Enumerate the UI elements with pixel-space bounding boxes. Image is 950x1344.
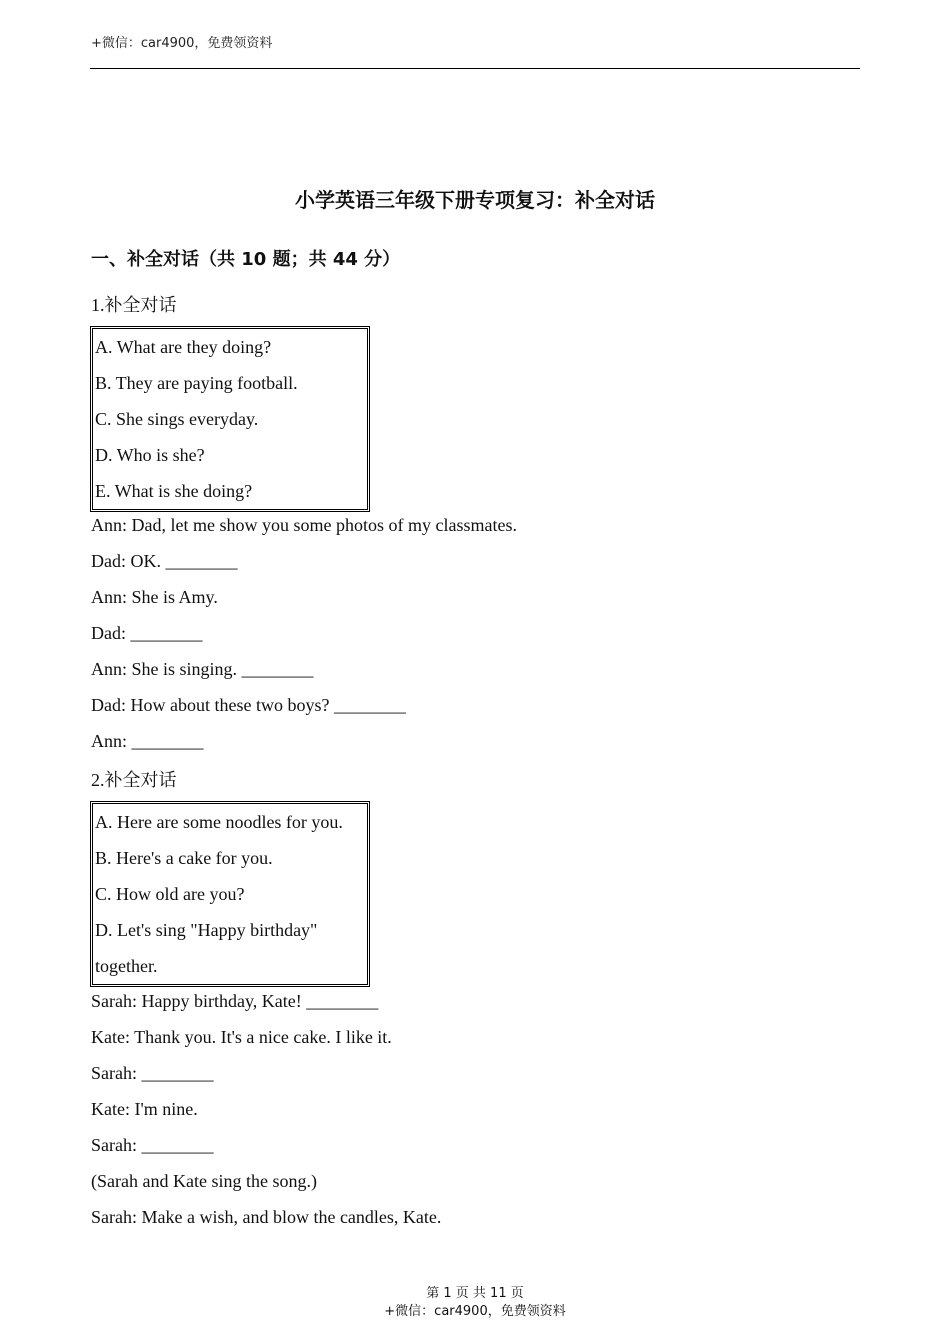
question-1-options-box: [90, 326, 370, 512]
question-2-option-a: A. Here are some noodles for you.: [95, 812, 343, 832]
question-2-option-d-continued: together.: [95, 956, 158, 976]
question-1-dialogue-line-3: Ann: She is Amy.: [91, 587, 218, 607]
page-title: 小学英语三年级下册专项复习：补全对话: [295, 188, 655, 212]
question-1-dialogue-line-7: Ann: ________: [91, 731, 204, 751]
question-1-dialogue-line-6: Dad: How about these two boys? ________: [91, 695, 406, 715]
question-1-dialogue-line-5: Ann: She is singing. ________: [91, 659, 314, 679]
question-2-dialogue-line-5: Sarah: ________: [91, 1135, 214, 1155]
question-1-option-c: C. She sings everyday.: [95, 409, 259, 429]
question-1-option-d: D. Who is she?: [95, 445, 205, 465]
question-1-label: 1.补全对话: [91, 295, 177, 315]
question-1-option-e: E. What is she doing?: [95, 481, 253, 501]
header-divider: [90, 68, 860, 69]
question-2-dialogue-line-1: Sarah: Happy birthday, Kate! ________: [91, 991, 379, 1011]
question-2-options-box: [90, 801, 370, 987]
question-2-dialogue-line-7: Sarah: Make a wish, and blow the candles, Kate.: [91, 1207, 442, 1227]
question-2-option-d: D. Let's sing "Happy birthday": [95, 920, 318, 940]
question-1-dialogue-line-2: Dad: OK. ________: [91, 551, 238, 571]
question-2-dialogue-line-2: Kate: Thank you. It's a nice cake. I like it.: [91, 1027, 392, 1047]
question-2-label: 2.补全对话: [91, 770, 177, 790]
question-2-option-b: B. Here's a cake for you.: [95, 848, 273, 868]
question-2-dialogue-line-3: Sarah: ________: [91, 1063, 214, 1083]
question-1-option-a: A. What are they doing?: [95, 337, 272, 357]
section-title: 一、补全对话（共 10 题；共 44 分）: [91, 249, 401, 270]
question-2-option-c: C. How old are you?: [95, 884, 245, 904]
question-2-dialogue-line-6: (Sarah and Kate sing the song.): [91, 1171, 317, 1191]
question-2-dialogue-line-4: Kate: I'm nine.: [91, 1099, 198, 1119]
footer-page-number: 第 1 页 共 11 页: [426, 1286, 524, 1301]
footer-note: +微信：car4900，免费领资料: [384, 1304, 566, 1319]
question-1-dialogue-line-1: Ann: Dad, let me show you some photos of my classmates.: [91, 515, 517, 535]
question-1-dialogue-line-4: Dad: ________: [91, 623, 203, 643]
header-note: +微信：car4900，免费领资料: [91, 36, 273, 51]
question-1-option-b: B. They are paying football.: [95, 373, 298, 393]
